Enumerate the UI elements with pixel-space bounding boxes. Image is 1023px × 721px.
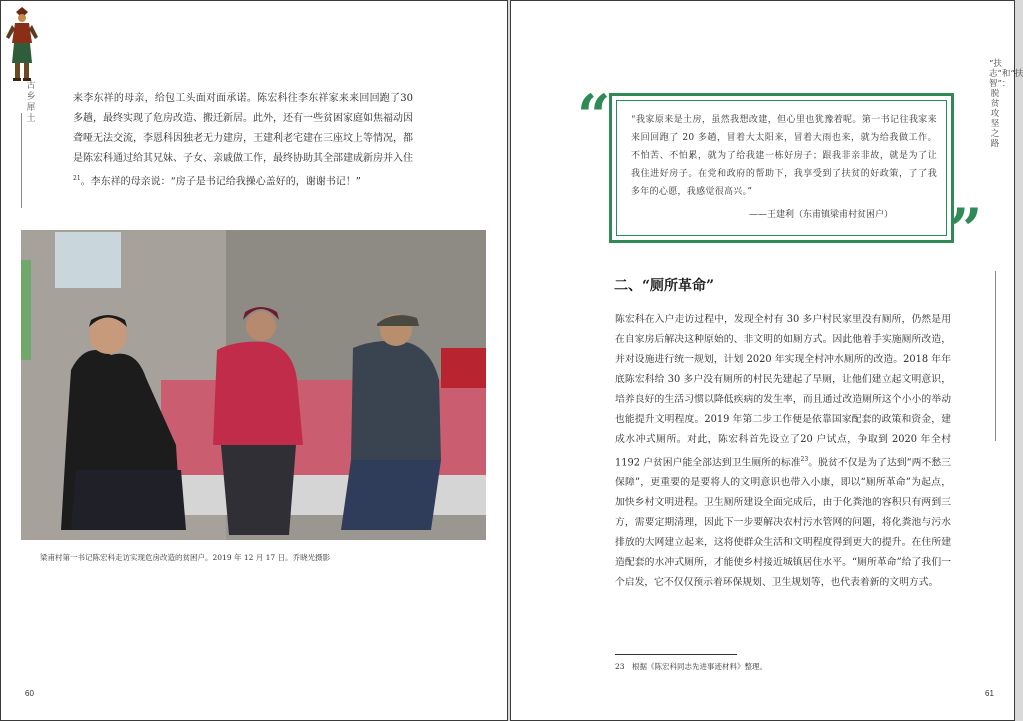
right-paragraph-text: 陈宏科在入户走访过程中，发现全村有 30 多户村民家里没有厕所，仍然是用在自家房后解决这种原始的、非文明的如厕方式。因此他着手实施厕所改造，并对设施进行统一规划，计划 2020 年实现全村冲水厕所的改造。2018 年年底陈宏科给 30 多户没有厕所的村民先建起了旱厕，让他们建立起文明意识，培养良好的生活习惯以降低疾病的发生率，而且通过改造厕所这个小小的举动也能提升文明程度。2019 年第二步工作便是依靠国家配套的政策和资金，建成水冲式厕所。对此，陈宏科首先设立了20 户试点，争取到 2020 年全村 1192 户贫困户能全部达到卫生厕所的标准 xyxy=(615,314,951,469)
left-paragraph-text: 来李东祥的母亲，给包工头面对面承诺。陈宏科往李东祥家来来回回跑了30多趟，最终实现了危房改造、搬迁新居。此外，还有一些贫困家庭如焦福动因聋哑无法交流，李恩科因独老无力建房，王建利老宅建在三座坟上等情况，都是陈宏科通过给其兄妹、子女、亲戚做工作，最终协助其全部建成新房并入住 xyxy=(73,93,413,164)
photo-caption: 梁甫村第一书记陈宏科走访实现危房改造的贫困户。2019 年 12 月 17 日。乔晓光摄影 xyxy=(40,553,331,562)
shadow-puppet-icon xyxy=(5,5,39,83)
close-quote-icon: ” xyxy=(949,196,983,264)
right-page xyxy=(510,0,1023,721)
documentary-photo xyxy=(21,230,486,540)
footnote-rule xyxy=(615,654,737,655)
page-number-left: 60 xyxy=(25,689,34,698)
side-rule xyxy=(21,113,22,208)
page-number-right: 61 xyxy=(985,689,994,698)
pull-quote-attribution: ——王建利（东甫镇梁甫村贫困户） xyxy=(749,210,894,220)
footnote-ref: 23 xyxy=(800,456,809,463)
right-paragraph-tail: 。脱贫不仅是为了达到“两不愁三保障”，更重要的是要将人的文明意识也带入小康，即以“厕所革命”为起点，加快乡村文明进程。卫生厕所建设全面完成后，由于化粪池的容积只有两到三方，需要定期清理，因此下一步要解决农村污水管网的问题，将化粪池与污水排放的大网建立起来，这将使群众生活和文明程度得到更大的提升。在住所建造配套的水冲式厕所，才能使乡村接近城镇居住水平。“厕所革命”给了我们一个启发，它不仅仅预示着环保规划、卫生规划等，也代表着新的文明方式。 xyxy=(615,457,952,589)
side-rule xyxy=(995,271,996,441)
running-title-vertical: “扶志”和“扶智”：脱贫攻坚之路 xyxy=(989,59,1023,149)
footnote: 23 根据《陈宏科同志先进事迹材料》整理。 xyxy=(615,662,768,671)
pull-quote-text: “我家原来是土房，虽然我想改建，但心里也犹豫着呢。第一书记往我家来来回回跑了 20 多趟，冒着大太阳来，冒着大雨也来，就为给我做工作。不怕苦、不怕累，就为了给我建一栋好房子；跟我非亲非故，就是为了让我住进好房子。在党和政府的帮助下，我享受到了扶贫的好政策，了了我多年的心愿，我感觉很高兴。” xyxy=(631,115,937,197)
side-title: 古乡犀土 xyxy=(26,81,36,124)
left-body-paragraph xyxy=(73,89,413,192)
right-body-paragraph xyxy=(615,310,951,593)
footnote-ref: 21 xyxy=(73,175,81,182)
left-paragraph-tail: 。李东祥的母亲说：“房子是书记给我操心盖好的，谢谢书记！” xyxy=(80,176,361,188)
section-heading: 二、“厕所革命” xyxy=(614,278,715,294)
open-quote-icon: “ xyxy=(577,82,611,150)
left-page xyxy=(0,0,508,721)
